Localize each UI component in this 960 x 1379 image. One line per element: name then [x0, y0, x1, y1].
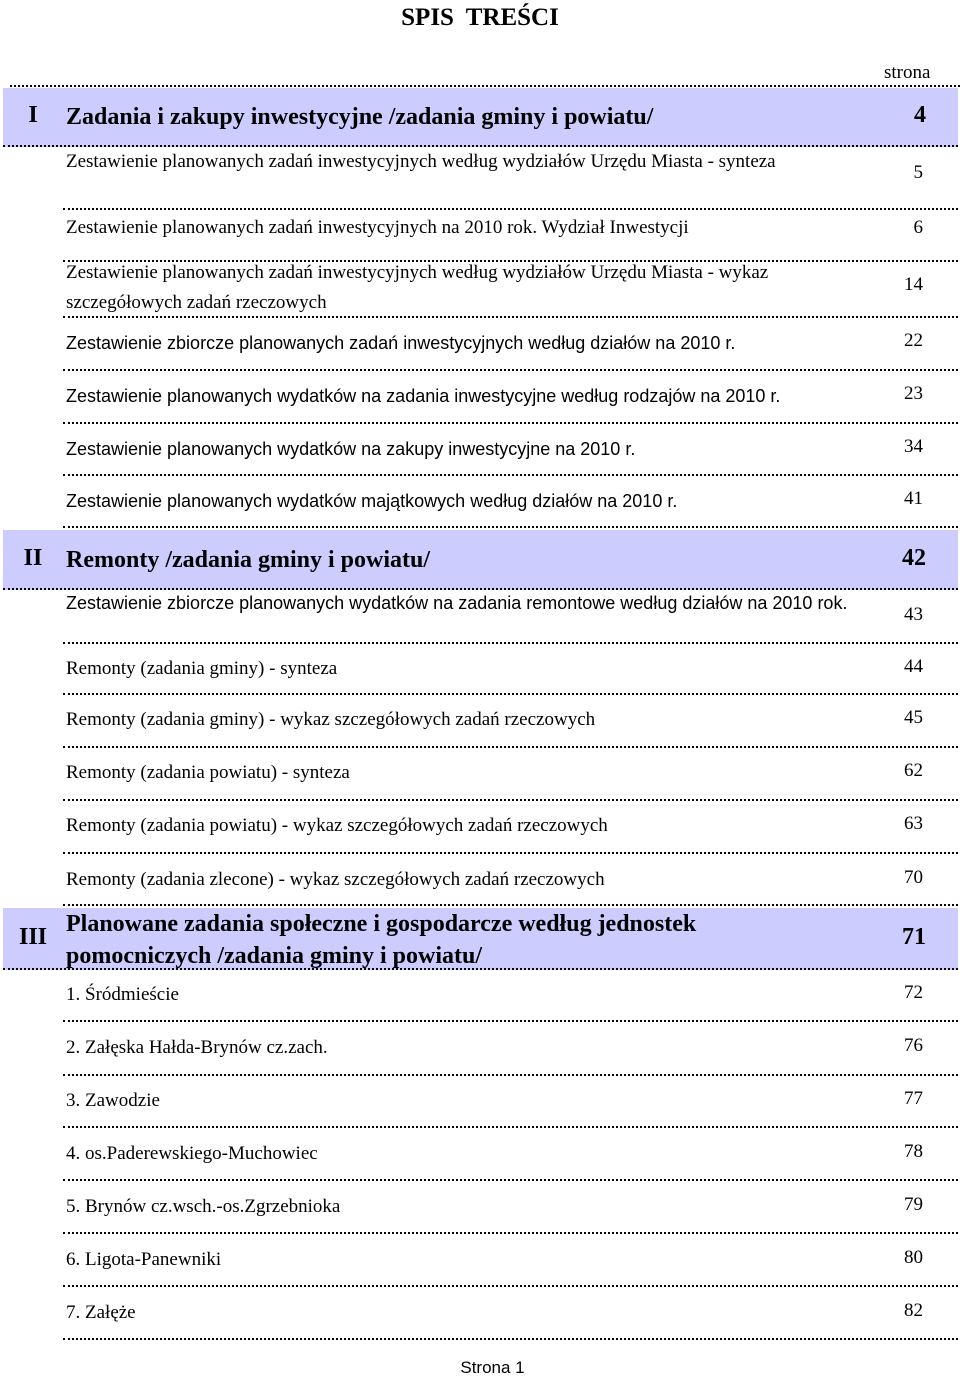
entry-text: 2. Załęska Hałda-Brynów cz.zach. — [66, 1037, 328, 1058]
toc-entry[interactable] — [63, 590, 958, 644]
section-number: II — [23, 545, 43, 571]
toc-entry[interactable] — [63, 748, 958, 801]
entry-text: 7. Załęże — [66, 1302, 136, 1323]
section-page: 4 — [914, 102, 926, 128]
toc-entry[interactable] — [63, 1022, 958, 1076]
entry-text: 5. Brynów cz.wsch.-os.Zgrzebnioka — [66, 1196, 341, 1217]
entry-page: 62 — [904, 760, 923, 781]
section-page: 42 — [902, 545, 926, 571]
entry-text: Zestawienie zbiorcze planowanych wydatków na zadania remontowe według działów na 2010 rok. — [66, 593, 848, 613]
entry-text: Remonty (zadania powiatu) - wykaz szczegółowych zadań rzeczowych — [66, 815, 608, 836]
entry-text: Zestawienie planowanych wydatków majątkowych według działów na 2010 r. — [66, 491, 678, 511]
entry-page: 70 — [904, 867, 923, 888]
entry-text: 3. Zawodzie — [66, 1090, 160, 1111]
entry-text: 4. os.Paderewskiego-Muchowiec — [66, 1143, 318, 1164]
entry-page: 23 — [904, 383, 923, 404]
entry-page: 45 — [904, 707, 923, 728]
toc-entry[interactable] — [63, 371, 958, 424]
toc-entry[interactable] — [63, 147, 958, 210]
section-ii[interactable] — [3, 530, 958, 590]
entry-page: 22 — [904, 330, 923, 351]
entry-text: Remonty (zadania gminy) - synteza — [66, 658, 338, 679]
entry-page: 41 — [904, 488, 923, 509]
entry-text: Zestawienie planowanych zadań inwestycyjnych według wydziałów Urzędu Miasta - wykaz szczegółowych zadań rzeczowych — [66, 262, 769, 313]
toc-entry[interactable] — [63, 1181, 958, 1234]
entry-text: Remonty (zadania zlecone) - wykaz szczegółowych zadań rzeczowych — [66, 869, 605, 890]
entry-text: Remonty (zadania gminy) - wykaz szczegółowych zadań rzeczowych — [66, 709, 596, 730]
entry-page: 14 — [904, 274, 923, 295]
page-column-header: strona — [884, 62, 931, 83]
section-number: III — [18, 924, 48, 950]
entry-text: Zestawienie planowanych wydatków na zakupy inwestycyjne na 2010 r. — [66, 439, 636, 459]
entry-page: 44 — [904, 656, 923, 677]
toc-entry[interactable] — [63, 695, 958, 748]
toc-entry[interactable] — [63, 1287, 958, 1340]
entry-text: Zestawienie planowanych zadań inwestycyjnych według wydziałów Urzędu Miasta - synteza — [66, 151, 776, 172]
section-title: Remonty /zadania gminy i powiatu/ — [66, 547, 431, 573]
entry-text: Zestawienie planowanych zadań inwestycyjnych na 2010 rok. Wydział Inwestycji — [66, 217, 689, 238]
entry-page: 77 — [904, 1088, 923, 1109]
section-number: I — [28, 102, 38, 128]
toc-entry[interactable] — [63, 424, 958, 476]
section-i[interactable] — [3, 88, 958, 147]
toc-entry[interactable] — [63, 1128, 958, 1181]
page-footer: Strona 1 — [460, 1358, 525, 1377]
entry-text: Zestawienie planowanych wydatków na zadania inwestycyjne według rodzajów na 2010 r. — [66, 386, 781, 406]
entry-text: 6. Ligota-Panewniki — [66, 1249, 222, 1270]
section-title: Zadania i zakupy inwestycyjne /zadania gminy i powiatu/ — [66, 104, 654, 130]
header-divider — [10, 85, 960, 87]
entry-page: 43 — [904, 604, 923, 625]
section-page: 71 — [902, 924, 926, 950]
entry-page: 78 — [904, 1141, 923, 1162]
toc-entry[interactable] — [63, 801, 958, 854]
toc-entry[interactable] — [63, 970, 958, 1022]
toc-entry[interactable] — [63, 1076, 958, 1128]
entry-page: 63 — [904, 813, 923, 834]
entry-text: 1. Śródmieście — [66, 984, 179, 1005]
entry-page: 5 — [913, 162, 923, 183]
toc-entry[interactable] — [63, 318, 958, 371]
section-title: Planowane zadania społeczne i gospodarcze według jednostek pomocniczych /zadania gminy i powiatu/ — [66, 911, 697, 969]
toc-entry[interactable] — [63, 262, 958, 318]
toc-entry[interactable] — [63, 210, 958, 262]
entry-page: 82 — [904, 1300, 923, 1321]
toc-entry[interactable] — [63, 644, 958, 695]
entry-page: 6 — [913, 217, 923, 238]
section-iii[interactable] — [3, 908, 958, 970]
entry-page: 76 — [904, 1035, 923, 1056]
toc-entry[interactable] — [63, 476, 958, 528]
entry-text: Zestawienie zbiorcze planowanych zadań inwestycyjnych według działów na 2010 r. — [66, 333, 736, 353]
entry-page: 79 — [904, 1194, 923, 1215]
entry-text: Remonty (zadania powiatu) - synteza — [66, 762, 350, 783]
entry-page: 72 — [904, 982, 923, 1003]
entry-page: 34 — [904, 436, 923, 457]
toc-entry[interactable] — [63, 854, 958, 906]
entry-page: 80 — [904, 1247, 923, 1268]
toc-entry[interactable] — [63, 1234, 958, 1287]
document-title: SPIS TREŚCI — [401, 4, 559, 31]
